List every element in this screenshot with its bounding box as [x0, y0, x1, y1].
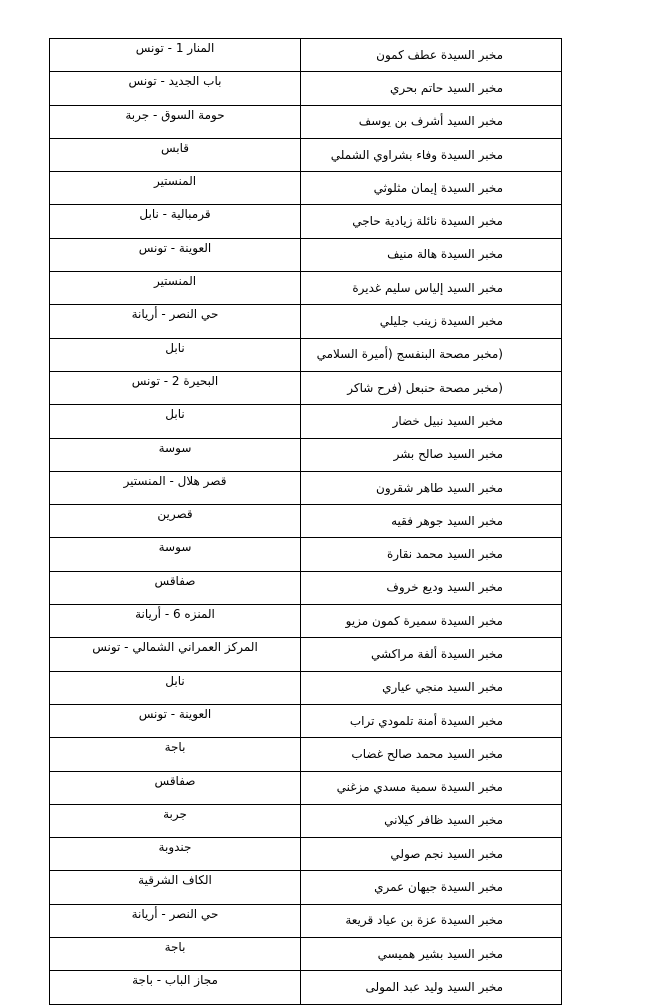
- location-text: نابل: [165, 673, 185, 688]
- laboratory-name-cell: [301, 172, 562, 205]
- laboratory-name-text: مخبر السيد نبيل خضار: [392, 413, 503, 428]
- table-row: [50, 205, 562, 238]
- laboratory-name-text: مخبر السيدة سميرة كمون مزيو: [345, 613, 503, 628]
- table-row: [50, 838, 562, 871]
- location-text: قصرين: [157, 507, 193, 522]
- laboratory-name-cell: [301, 605, 562, 638]
- location-text: الكاف الشرقية: [138, 873, 212, 888]
- laboratory-name-cell: [301, 904, 562, 937]
- table-row: [50, 138, 562, 171]
- laboratory-name-text: مخبر السيدة هالة منيف: [387, 247, 503, 262]
- laboratory-name-cell: [301, 704, 562, 737]
- laboratory-name-cell: [301, 205, 562, 238]
- location-cell: [50, 405, 301, 438]
- laboratory-name-cell: [301, 771, 562, 804]
- location-cell: [50, 971, 301, 1004]
- location-cell: [50, 738, 301, 771]
- laboratory-name-cell: [301, 838, 562, 871]
- table-row: [50, 605, 562, 638]
- laboratory-name-text: مخبر السيد أشرف بن يوسف: [358, 114, 503, 129]
- laboratory-name-cell: [301, 938, 562, 971]
- location-cell: [50, 371, 301, 404]
- location-cell: [50, 505, 301, 538]
- location-text: سوسة: [158, 440, 192, 455]
- location-text: حي النصر - أريانة: [131, 307, 219, 322]
- laboratory-name-cell: [301, 39, 562, 72]
- laboratory-name-text: مخبر السيدة سمية مسدي مزغني: [336, 780, 503, 795]
- laboratory-name-cell: [301, 72, 562, 105]
- laboratory-name-text: (مخبر مصحة حنبعل (فرح شاكر: [347, 380, 503, 395]
- location-text: المنستير: [153, 274, 197, 289]
- table-row: [50, 72, 562, 105]
- table-row: [50, 804, 562, 837]
- laboratory-name-text: مخبر السيدة عطف كمون: [376, 47, 503, 62]
- location-text: باجة: [164, 740, 186, 755]
- location-text: صفاقس: [154, 773, 196, 788]
- laboratory-name-text: مخبر السيدة إيمان مثلوثي: [373, 180, 503, 195]
- location-text: البحيرة 2 - تونس: [131, 373, 219, 388]
- laboratory-name-text: مخبر السيدة أمنة تلمودي تراب: [349, 713, 503, 728]
- location-cell: [50, 638, 301, 671]
- location-cell: [50, 704, 301, 737]
- table-row: [50, 438, 562, 471]
- laboratory-name-cell: [301, 272, 562, 305]
- laboratory-name-text: مخبر السيدة عزة بن عياد قريعة: [345, 913, 503, 928]
- table-row: [50, 505, 562, 538]
- laboratory-name-cell: [301, 105, 562, 138]
- table-row: [50, 571, 562, 604]
- table-row: [50, 871, 562, 904]
- table-body: [50, 39, 562, 1005]
- laboratory-name-text: مخبر السيدة ألفة مراكشي: [370, 646, 503, 661]
- location-cell: [50, 804, 301, 837]
- location-cell: [50, 471, 301, 504]
- laboratory-name-cell: [301, 738, 562, 771]
- location-text: المنزه 6 - أريانة: [135, 607, 215, 622]
- location-text: العوينة - تونس: [138, 706, 212, 721]
- location-cell: [50, 72, 301, 105]
- laboratory-name-cell: [301, 471, 562, 504]
- table-row: [50, 771, 562, 804]
- location-text: المنار 1 - تونس: [135, 41, 215, 55]
- laboratory-name-cell: [301, 871, 562, 904]
- laboratory-name-text: (مخبر مصحة البنفسج (أميرة السلامي: [316, 347, 503, 362]
- laboratory-name-cell: [301, 571, 562, 604]
- location-text: المركز العمراني الشمالي - تونس: [92, 640, 258, 655]
- location-text: قصر هلال - المنستير: [123, 473, 227, 488]
- table-row: [50, 405, 562, 438]
- laboratory-name-cell: [301, 671, 562, 704]
- laboratory-name-text: مخبر السيدة نائلة زيادية حاجي: [352, 214, 503, 229]
- location-cell: [50, 205, 301, 238]
- laboratory-name-text: مخبر السيد جوهر فقيه: [391, 513, 503, 528]
- table-row: [50, 904, 562, 937]
- location-cell: [50, 671, 301, 704]
- laboratory-name-cell: [301, 438, 562, 471]
- laboratory-name-cell: [301, 305, 562, 338]
- location-text: قابس: [160, 140, 190, 155]
- laboratory-name-text: مخبر السيد ظافر كيلاني: [384, 813, 503, 828]
- laboratory-name-text: مخبر السيد وديع خروف: [386, 580, 503, 595]
- location-text: سوسة: [158, 540, 192, 555]
- location-text: المنستير: [153, 174, 197, 189]
- table-row: [50, 39, 562, 72]
- laboratory-name-text: مخبر السيد محمد نقارة: [386, 547, 503, 562]
- table-row: [50, 272, 562, 305]
- location-cell: [50, 438, 301, 471]
- laboratory-name-cell: [301, 338, 562, 371]
- table-row: [50, 704, 562, 737]
- location-text: مجاز الباب - باجة: [132, 973, 218, 988]
- location-text: قرمبالية - نابل: [139, 207, 211, 222]
- laboratory-name-cell: [301, 371, 562, 404]
- location-text: نابل: [165, 407, 185, 422]
- location-text: حي النصر - أريانة: [131, 906, 219, 921]
- location-cell: [50, 138, 301, 171]
- laboratory-name-text: مخبر السيد وليد عبد المولى: [365, 979, 503, 994]
- laboratory-name-text: مخبر السيد منجي عياري: [382, 680, 503, 695]
- table-row: [50, 105, 562, 138]
- table-row: [50, 172, 562, 205]
- laboratory-name-cell: [301, 505, 562, 538]
- table-row: [50, 638, 562, 671]
- laboratory-name-text: مخبر السيد بشير هميسي: [377, 946, 503, 961]
- location-cell: [50, 172, 301, 205]
- location-text: حومة السوق - جربة: [125, 107, 225, 122]
- table-row: [50, 371, 562, 404]
- laboratory-name-cell: [301, 971, 562, 1004]
- location-cell: [50, 871, 301, 904]
- location-text: نابل: [165, 340, 185, 355]
- laboratory-name-cell: [301, 638, 562, 671]
- location-cell: [50, 305, 301, 338]
- location-cell: [50, 338, 301, 371]
- location-cell: [50, 838, 301, 871]
- location-text: جربة: [163, 806, 187, 821]
- location-text: باجة: [164, 940, 186, 955]
- table-row: [50, 305, 562, 338]
- laboratory-name-cell: [301, 538, 562, 571]
- location-text: العوينة - تونس: [138, 240, 212, 255]
- table-row: [50, 538, 562, 571]
- location-cell: [50, 39, 301, 72]
- table-row: [50, 338, 562, 371]
- laboratory-name-text: مخبر السيدة جيهان عمري: [374, 880, 503, 895]
- laboratory-name-text: مخبر السيد حاتم بحري: [390, 80, 503, 95]
- laboratory-name-text: مخبر السيد طاهر شقرون: [376, 480, 503, 495]
- laboratory-name-text: مخبر السيد إلياس سليم غديرة: [352, 280, 503, 295]
- laboratory-name-cell: [301, 238, 562, 271]
- location-text: جندوبة: [158, 840, 192, 855]
- table-row: [50, 471, 562, 504]
- location-cell: [50, 105, 301, 138]
- location-cell: [50, 538, 301, 571]
- laboratories-table: [49, 38, 562, 1005]
- table-row: [50, 938, 562, 971]
- laboratory-name-text: مخبر السيد نجم صولي: [390, 846, 503, 861]
- table-row: [50, 971, 562, 1004]
- table-row: [50, 238, 562, 271]
- laboratory-name-cell: [301, 405, 562, 438]
- location-text: باب الجديد - تونس: [128, 74, 222, 89]
- location-cell: [50, 771, 301, 804]
- table-row: [50, 671, 562, 704]
- table-row: [50, 738, 562, 771]
- location-cell: [50, 272, 301, 305]
- location-cell: [50, 938, 301, 971]
- location-cell: [50, 238, 301, 271]
- location-text: صفاقس: [154, 573, 196, 588]
- laboratory-name-text: مخبر السيدة وفاء بشراوي الشملي: [330, 147, 503, 162]
- laboratory-name-text: مخبر السيد صالح بشر: [393, 447, 503, 462]
- laboratory-name-text: مخبر السيدة زينب جليلي: [379, 314, 503, 329]
- location-cell: [50, 904, 301, 937]
- laboratory-name-cell: [301, 804, 562, 837]
- location-cell: [50, 571, 301, 604]
- laboratory-name-cell: [301, 138, 562, 171]
- location-cell: [50, 605, 301, 638]
- laboratory-name-text: مخبر السيد محمد صالح غضاب: [351, 746, 503, 761]
